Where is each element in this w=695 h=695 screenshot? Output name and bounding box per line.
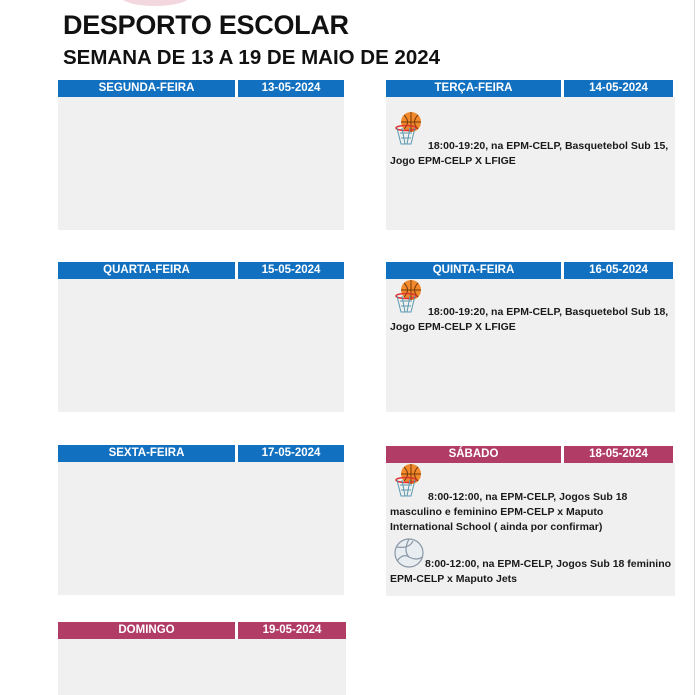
day-date: 13-05-2024 — [238, 80, 344, 97]
day-name: SÁBADO — [386, 446, 561, 463]
event-line: 18:00-19:20, na EPM-CELP, Basquetebol Sub 15, — [428, 140, 669, 152]
header-decoration — [120, 0, 190, 6]
day-events-area — [58, 279, 344, 412]
day-header — [58, 262, 344, 279]
day-events-area — [386, 97, 675, 230]
day-name: SEGUNDA-FEIRA — [58, 80, 235, 97]
event-line: Jogo EPM-CELP X LFIGE — [390, 155, 516, 167]
basketball-hoop-icon — [391, 463, 427, 499]
day-header — [386, 80, 673, 97]
event-line: 8:00-12:00, na EPM-CELP, Jogos Sub 18 feminino — [425, 558, 672, 570]
day-header — [58, 622, 346, 639]
day-header — [386, 262, 673, 279]
day-date: 15-05-2024 — [238, 262, 344, 279]
day-name: QUINTA-FEIRA — [386, 262, 561, 279]
basketball-hoop-icon — [391, 279, 427, 315]
day-date: 19-05-2024 — [238, 622, 346, 639]
event-line: 8:00-12:00, na EPM-CELP, Jogos Sub 18 — [428, 491, 628, 503]
basketball-hoop-icon — [391, 111, 427, 147]
day-events-area — [58, 97, 344, 230]
day-events-area — [58, 639, 346, 695]
day-events-area — [58, 462, 344, 595]
page-subtitle: SEMANA DE 13 A 19 DE MAIO DE 2024 — [63, 46, 441, 69]
event-line: International School ( ainda por confirmar) — [390, 521, 603, 533]
event-line: 18:00-19:20, na EPM-CELP, Basquetebol Sub 18, — [428, 306, 669, 318]
day-date: 17-05-2024 — [238, 445, 344, 462]
page-title: DESPORTO ESCOLAR — [63, 10, 349, 40]
volleyball-icon — [391, 535, 427, 571]
day-header — [58, 80, 344, 97]
day-date: 14-05-2024 — [564, 80, 673, 97]
day-events-area — [386, 279, 675, 412]
day-name: DOMINGO — [58, 622, 235, 639]
event-line: EPM-CELP x Maputo Jets — [390, 573, 517, 585]
event-line: masculino e feminino EPM-CELP x Maputo — [390, 506, 604, 518]
day-name: TERÇA-FEIRA — [386, 80, 561, 97]
day-date: 16-05-2024 — [564, 262, 673, 279]
day-header — [58, 445, 344, 462]
day-name: SEXTA-FEIRA — [58, 445, 235, 462]
event-line: Jogo EPM-CELP X LFIGE — [390, 321, 516, 333]
day-events-area — [386, 463, 675, 596]
day-header — [386, 446, 673, 463]
day-name: QUARTA-FEIRA — [58, 262, 235, 279]
day-date: 18-05-2024 — [564, 446, 673, 463]
